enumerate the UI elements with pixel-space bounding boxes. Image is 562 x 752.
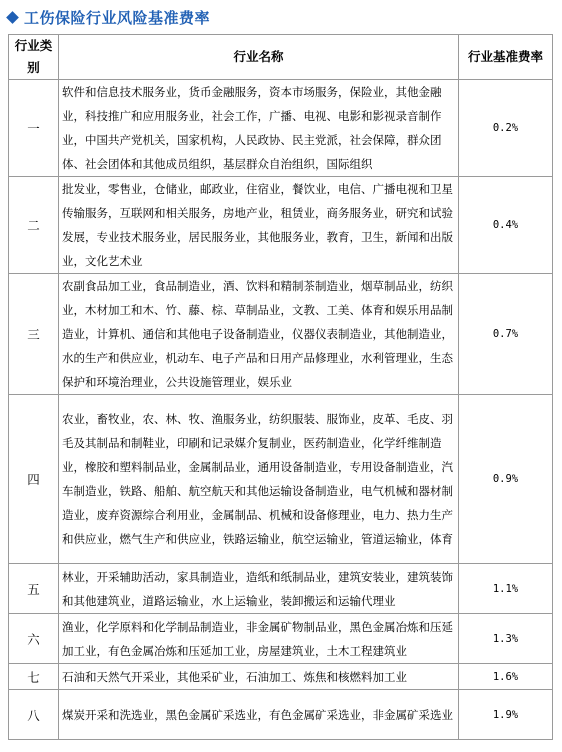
rate-cell: 0.2% (459, 80, 553, 177)
rate-cell: 1.9% (459, 690, 553, 740)
header-category: 行业类别 (9, 35, 59, 80)
table-row (9, 664, 553, 690)
rate-cell: 0.4% (459, 177, 553, 274)
category-cell: 七 (9, 664, 59, 690)
table-row (9, 395, 553, 564)
industry-cell: 农副食品加工业，食品制造业，酒、饮料和精制茶制造业，烟草制品业，纺织业，木材加工和木、竹、藤、棕、草制品业，文教、工美、体育和娱乐用品制造业，计算机、通信和其他电子设备制造业，仪器仪表制造业，其他制造业，水的生产和供应业，机动车、电子产品和日用产品修理业，水利管理业，生态保护和环境治理业，公共设施管理业，娱乐业 (59, 274, 459, 395)
rate-cell: 1.3% (459, 614, 553, 664)
category-cell: 五 (9, 564, 59, 614)
industry-cell: 软件和信息技术服务业，货币金融服务，资本市场服务，保险业，其他金融业，科技推广和应用服务业，社会工作，广播、电视、电影和影视录音制作业，中国共产党机关，国家机构，人民政协、民主党派，社会保障，群众团体、社会团体和其他成员组织，基层群众自治组织，国际组织 (59, 80, 459, 177)
industry-cell: 批发业，零售业，仓储业，邮政业，住宿业，餐饮业，电信、广播电视和卫星传输服务，互联网和相关服务，房地产业，租赁业，商务服务业，研究和试验发展，专业技术服务业，居民服务业，其他服务业，教育，卫生，新闻和出版业，文化艺术业 (59, 177, 459, 274)
rate-cell: 0.7% (459, 274, 553, 395)
industry-cell: 林业，开采辅助活动，家具制造业，造纸和纸制品业，建筑安装业，建筑装饰和其他建筑业，道路运输业，水上运输业，装卸搬运和运输代理业 (59, 564, 459, 614)
category-cell: 二 (9, 177, 59, 274)
table-header-row (9, 35, 553, 80)
table-row (9, 80, 553, 177)
industry-cell: 煤炭开采和洗选业，黑色金属矿采选业，有色金属矿采选业，非金属矿采选业 (59, 690, 459, 740)
industry-cell: 渔业，化学原料和化学制品制造业，非金属矿物制品业，黑色金属冶炼和压延加工业，有色金属冶炼和压延加工业，房屋建筑业，土木工程建筑业 (59, 614, 459, 664)
category-cell: 六 (9, 614, 59, 664)
industry-cell: 农业，畜牧业，农、林、牧、渔服务业，纺织服装、服饰业，皮革、毛皮、羽毛及其制品和制鞋业，印刷和记录媒介复制业，医药制造业，化学纤维制造业，橡胶和塑料制品业，金属制品业，通用设备制造业，专用设备制造业，汽车制造业，铁路、船舶、航空航天和其他运输设备制造业，电气机械和器材制造业，废弃资源综合利用业，金属制品、机械和设备修理业，电力、热力生产和供应业，燃气生产和供应业，铁路运输业，航空运输业，管道运输业，体育 (59, 395, 459, 564)
category-cell: 八 (9, 690, 59, 740)
rate-cell: 1.1% (459, 564, 553, 614)
table-row (9, 274, 553, 395)
header-rate: 行业基准费率 (459, 35, 553, 80)
page-title-row (0, 0, 562, 34)
table-row (9, 690, 553, 740)
rate-table (8, 34, 553, 740)
table-row (9, 177, 553, 274)
table-row (9, 614, 553, 664)
header-industry: 行业名称 (59, 35, 459, 80)
page-title: 工伤保险行业风险基准费率 (24, 8, 211, 27)
rate-cell: 1.6% (459, 664, 553, 690)
category-cell: 一 (9, 80, 59, 177)
category-cell: 四 (9, 395, 59, 564)
table-row (9, 564, 553, 614)
diamond-icon (6, 11, 19, 24)
rate-cell: 0.9% (459, 395, 553, 564)
industry-cell: 石油和天然气开采业，其他采矿业，石油加工、炼焦和核燃料加工业 (59, 664, 459, 690)
category-cell: 三 (9, 274, 59, 395)
